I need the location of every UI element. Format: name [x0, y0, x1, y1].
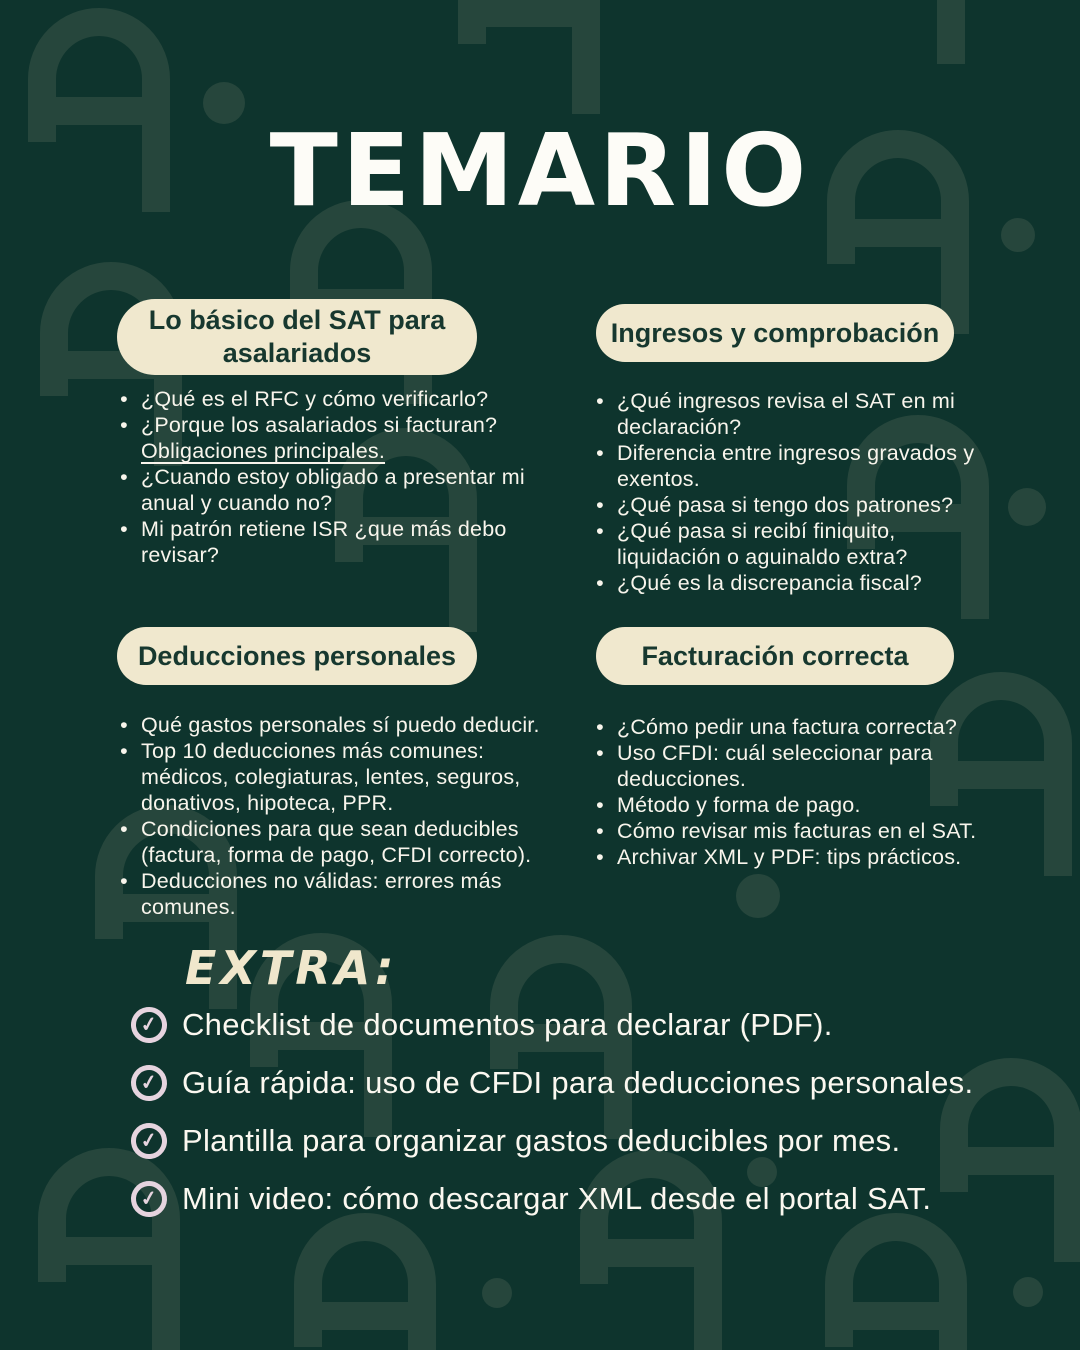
bullet-icon: • [596, 793, 604, 817]
checklist-text: Guía rápida: uso de CFDI para deducciones personales. [182, 1065, 974, 1100]
bullet-text: ¿Qué es la discrepancia fiscal? [617, 571, 922, 595]
bullet-icon: • [596, 441, 604, 465]
bullet-item [594, 440, 996, 492]
bullet-text: ¿Cuando estoy obligado a presentar mi anual y cuando no? [141, 465, 525, 515]
bullet-item [118, 868, 550, 920]
topic-header: Lo básico del SAT para asalariados [148, 305, 446, 368]
bullet-item [594, 570, 996, 596]
checklist-item [131, 1005, 991, 1045]
bullet-icon: • [596, 845, 604, 869]
checklist-item [131, 1121, 991, 1161]
bullet-item [594, 388, 996, 440]
bullet-icon: • [120, 465, 128, 489]
check-circle-icon [129, 1005, 170, 1046]
bullet-text: ¿Cómo pedir una factura correcta? [617, 715, 958, 739]
bullet-icon: • [120, 713, 128, 737]
checklist-text: Mini video: cómo descargar XML desde el portal SAT. [182, 1181, 932, 1216]
bullet-item [594, 818, 1006, 844]
topic-header: Ingresos y comprobación [610, 317, 940, 348]
bullet-text: ¿Qué pasa si tengo dos patrones? [617, 493, 954, 517]
bullet-text [141, 412, 526, 464]
checklist-text: Plantilla para organizar gastos deducibles por mes. [182, 1123, 901, 1158]
check-glyph: ✓ [139, 1128, 159, 1154]
bullet-icon: • [596, 741, 604, 765]
bullet-text: Deducciones no válidas: errores más comunes. [141, 869, 502, 919]
checklist-item [131, 1063, 991, 1103]
topic-header: Deducciones personales [137, 640, 457, 671]
bullet-text: ¿Qué pasa si recibí finiquito, liquidación o aguinaldo extra? [617, 519, 908, 569]
bullet-icon: • [120, 817, 128, 841]
check-glyph: ✓ [139, 1012, 159, 1038]
bullet-icon: • [120, 413, 128, 437]
bullet-list-ingresos [594, 388, 996, 596]
extra-heading: EXTRA: [185, 941, 398, 995]
topic-header: Facturación correcta [641, 640, 909, 671]
bullet-icon: • [596, 389, 604, 413]
bullet-item [118, 516, 526, 568]
bullet-text: Cómo revisar mis facturas en el SAT. [617, 819, 977, 843]
checklist-text: Checklist de documentos para declarar (PDF). [182, 1007, 833, 1042]
bullet-icon: • [596, 571, 604, 595]
bullet-text: Top 10 deducciones más comunes: médicos, colegiaturas, lentes, seguros, donativos, hipoteca, PPR. [141, 739, 521, 815]
bullet-text: Archivar XML y PDF: tips prácticos. [617, 845, 962, 869]
topic-pill-deducciones [117, 627, 477, 685]
bullet-icon: • [596, 715, 604, 739]
bullet-item [118, 712, 550, 738]
bullet-text: Uso CFDI: cuál seleccionar para deducciones. [617, 741, 933, 791]
bullet-item [594, 792, 1006, 818]
check-circle-icon [129, 1179, 170, 1220]
bullet-text: Qué gastos personales sí puedo deducir. [141, 713, 540, 737]
bullet-item [594, 740, 1006, 792]
bullet-item [118, 816, 550, 868]
bullet-item [594, 518, 996, 570]
bullet-icon: • [596, 493, 604, 517]
page-title: TEMARIO [269, 112, 811, 229]
bullet-item [118, 412, 526, 464]
check-glyph: ✓ [139, 1186, 159, 1212]
check-circle-icon [129, 1063, 170, 1104]
topic-pill-ingresos [596, 304, 954, 362]
bullet-item [118, 386, 526, 412]
checklist-item [131, 1179, 991, 1219]
bullet-list-facturacion [594, 714, 1006, 870]
bullet-text-main: ¿Porque los asalariados si facturan? [141, 413, 498, 437]
bullet-text: Método y forma de pago. [617, 793, 861, 817]
bullet-item [594, 492, 996, 518]
bullet-text: ¿Qué ingresos revisa el SAT en mi declaración? [617, 389, 955, 439]
bullet-icon: • [120, 517, 128, 541]
topic-pill-facturacion [596, 627, 954, 685]
bullet-text: Condiciones para que sean deducibles (factura, forma de pago, CFDI correcto). [141, 817, 532, 867]
bullet-icon: • [596, 519, 604, 543]
bullet-icon: • [120, 739, 128, 763]
bullet-item [594, 844, 1006, 870]
extra-checklist [131, 1005, 991, 1219]
bullet-icon: • [596, 819, 604, 843]
topic-pill-basico-sat [117, 299, 477, 375]
bullet-text: Mi patrón retiene ISR ¿que más debo revisar? [141, 517, 507, 567]
bullet-item [594, 714, 1006, 740]
check-circle-icon [129, 1121, 170, 1162]
underlined-text: Obligaciones principales. [141, 439, 386, 463]
bullet-item [118, 464, 526, 516]
check-glyph: ✓ [139, 1070, 159, 1096]
bullet-icon: • [120, 869, 128, 893]
bullet-text: Diferencia entre ingresos gravados y exentos. [617, 441, 975, 491]
bullet-item [118, 738, 550, 816]
bullet-list-basico-sat [118, 386, 526, 568]
bullet-text: ¿Qué es el RFC y cómo verificarlo? [141, 387, 489, 411]
bullet-list-deducciones [118, 712, 550, 920]
bullet-icon: • [120, 387, 128, 411]
